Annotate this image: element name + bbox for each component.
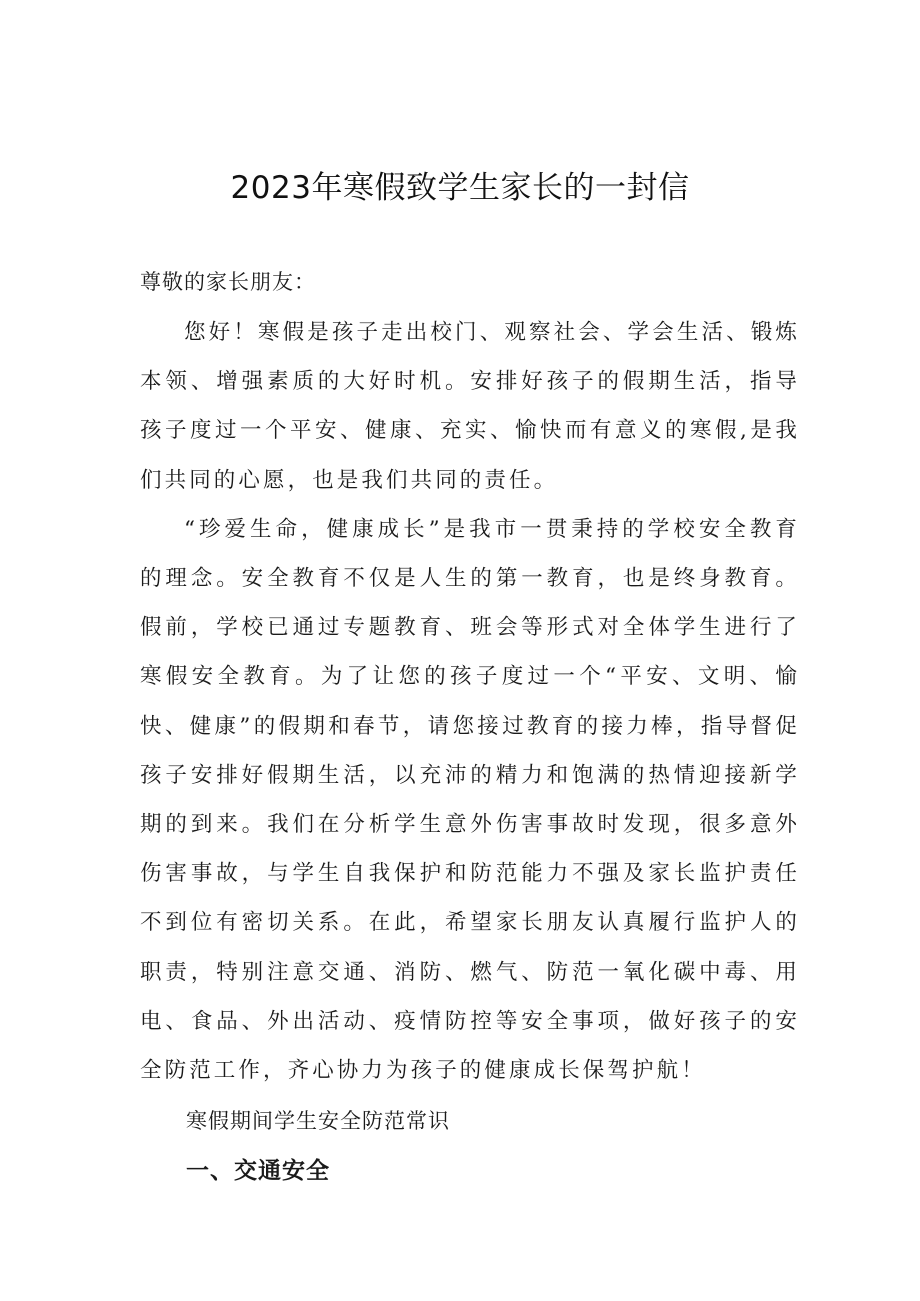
- section-heading-traffic-safety: 一、交通安全: [186, 1158, 330, 1185]
- paragraph-safety-education: “珍爱生命，健康成长”是我市一贯秉持的学校安全教育的理念。安全教育不仅是人生的第一教育，也是终身教育。假前，学校已通过专题教育、班会等形式对全体学生进行了寒假安全教育。为了让您的孩子度过一个“平安、文明、愉快、健康”的假期和春节，请您接过教育的接力棒，指导督促孩子安排好假期生活，以充沛的精力和饱满的热情迎接新学期的到来。我们在分析学生意外伤害事故时发现，很多意外伤害事故，与学生自我保护和防范能力不强及家长监护责任不到位有密切关系。在此，希望家长朋友认真履行监护人的职责，特别注意交通、消防、燃气、防范一氧化碳中毒、用电、食品、外出活动、疫情防控等安全事项，做好孩子的安全防范工作，齐心协力为孩子的健康成长保驾护航！: [140, 516, 800, 1084]
- document-title: 2023年寒假致学生家长的一封信: [230, 170, 690, 206]
- section-subheading: 寒假期间学生安全防范常识: [186, 1109, 450, 1134]
- salutation: 尊敬的家长朋友：: [140, 270, 316, 294]
- paragraph-greeting: 您好！寒假是孩子走出校门、观察社会、学会生活、锻炼本领、增强素质的大好时机。安排好孩子的假期生活，指导孩子度过一个平安、健康、充实、愉快而有意义的寒假,是我们共同的心愿，也是我们共同的责任。: [140, 320, 800, 493]
- letter-body: [140, 258, 800, 1195]
